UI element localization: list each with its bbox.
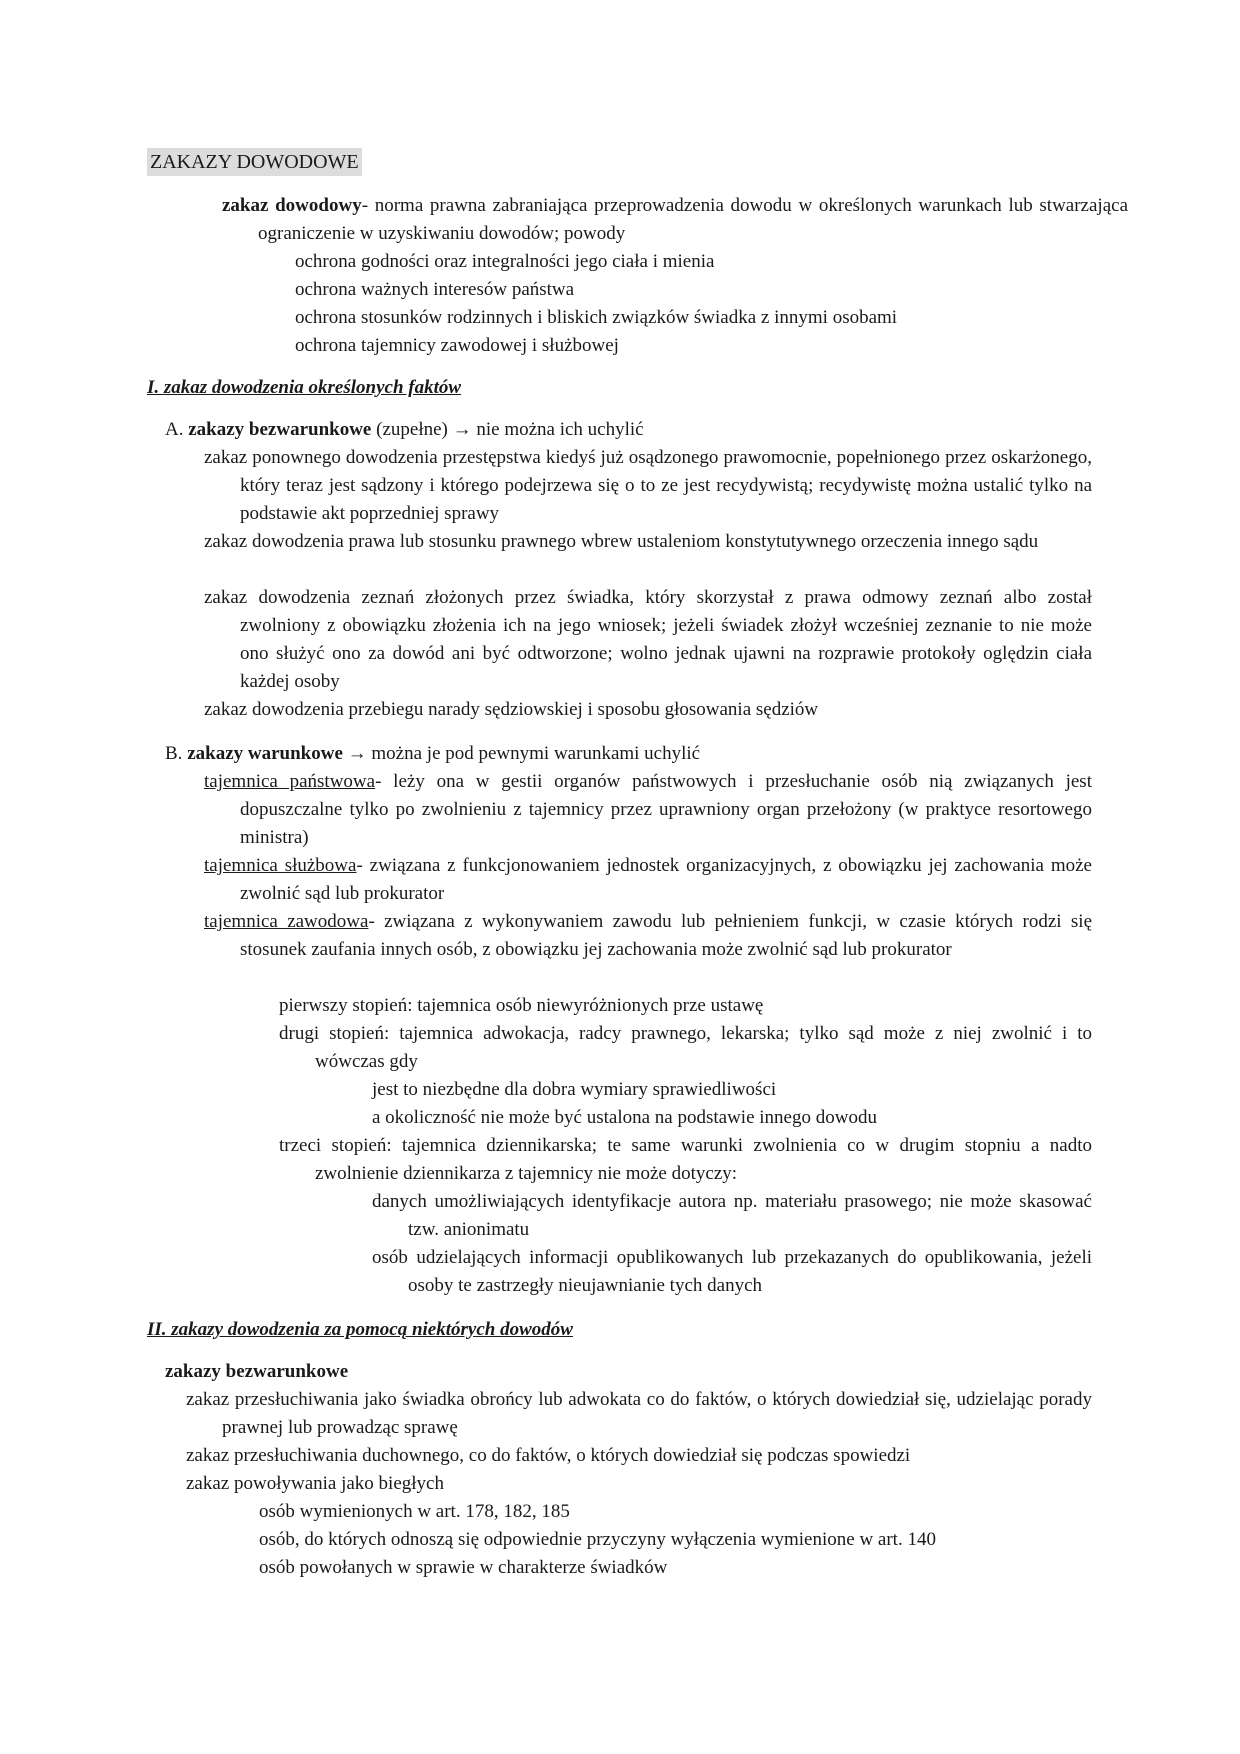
section-1-b-rest: → można je pod pewnymi warunkami uchylić [342, 743, 701, 764]
intro-definition [222, 192, 1128, 248]
section-1-a-item: zakaz dowodzenia przebiegu narady sędziowskiej i sposobu głosowania sędziów [204, 699, 819, 720]
section-1-a-item: zakaz dowodzenia zeznań złożonych przez świadka, który skorzystał z prawa odmowy zeznań albo został zwolniony z obowiązku złożenia ich na jego wniosek; jeżeli świadek złożył wcześniej zeznanie to nie może ono służyć ono za dowód ani być odtworzone; wolno jednak ujawni na rozprawie protokoły oględzin ciała każdej osoby [204, 587, 1092, 692]
secret-term: tajemnica zawodowa [204, 911, 369, 932]
section-1-b-item [204, 908, 1092, 964]
expert-exclusion: osób wymienionych w art. 178, 182, 185 [259, 1501, 570, 1522]
secret-term: tajemnica służbowa [204, 855, 357, 876]
page-title: ZAKAZY DOWODOWE [147, 148, 362, 176]
section-1-a-heading [165, 416, 1092, 444]
secret-term: tajemnica państwowa [204, 771, 376, 792]
list-marker: A. [165, 419, 189, 440]
intro-reason: ochrona tajemnicy zawodowej i służbowej [295, 335, 619, 356]
secret-text: - związana z wykonywaniem zawodu lub pełnieniem funkcji, w czasie których rodzi się stosunek zaufania innych osób, z obowiązku jej zachowania może zwolnić sąd lub prokurator [240, 911, 1092, 960]
secret-level-2-condition: a okoliczność nie może być ustalona na podstawie innego dowodu [372, 1107, 877, 1128]
section-1-heading: I. zakaz dowodzenia określonych faktów [147, 377, 462, 398]
secret-text: - leży ona w gestii organów państwowych i przesłuchanie osób nią związanych jest dopuszczalne tylko po zwolnieniu z tajemnicy przez uprawniony organ przełożony (w praktyce resortowego ministra) [240, 771, 1092, 848]
secret-level-2-condition: jest to niezbędne dla dobra wymiary sprawiedliwości [372, 1079, 777, 1100]
section-1-b-item [204, 768, 1092, 852]
section-1-a-item: zakaz ponownego dowodzenia przestępstwa kiedyś już osądzonego prawomocnie, popełnionego przez oskarżonego, który teraz jest sądzony i którego podejrzewa się o to ze jest recydywistą; recydywistę można ustalić tylko na podstawie akt poprzedniej sprawy [204, 447, 1092, 524]
section-1-a-rest: (zupełne) → nie można ich uchylić [371, 419, 644, 440]
section-1-b-item [204, 852, 1092, 908]
section-2-subheading: zakazy bezwarunkowe [165, 1361, 349, 1382]
secret-level-3-condition: danych umożliwiających identyfikacje autora np. materiału prasowego; nie może skasować tzw. anionimatu [372, 1191, 1092, 1240]
intro-term: zakaz dowodowy [222, 195, 362, 216]
section-2-item: zakaz powoływania jako biegłych [186, 1473, 444, 1494]
section-2-item: zakaz przesłuchiwania jako świadka obrońcy lub adwokata co do faktów, o których dowiedział się, udzielając porady prawnej lub prowadząc sprawę [186, 1389, 1092, 1438]
secret-level-3-condition: osób udzielających informacji opublikowanych lub przekazanych do opublikowania, jeżeli osoby te zastrzegły nieujawnianie tych danych [372, 1247, 1092, 1296]
section-1-a-label: zakazy bezwarunkowe [188, 419, 372, 440]
section-1-b-heading [165, 740, 1092, 768]
intro-reason: ochrona stosunków rodzinnych i bliskich związków świadka z innymi osobami [295, 307, 898, 328]
secret-text: - związana z funkcjonowaniem jednostek organizacyjnych, z obowiązku jej zachowania może zwolnić sąd lub prokurator [240, 855, 1092, 904]
expert-exclusion: osób powołanych w sprawie w charakterze świadków [259, 1557, 668, 1578]
section-1-a-item: zakaz dowodzenia prawa lub stosunku prawnego wbrew ustaleniom konstytutywnego orzeczenia innego sądu [204, 531, 1039, 552]
expert-exclusion: osób, do których odnoszą się odpowiednie przyczyny wyłączenia wymienione w art. 140 [259, 1529, 936, 1550]
section-2-heading: II. zakazy dowodzenia za pomocą niektórych dowodów [147, 1319, 573, 1340]
secret-level-1: pierwszy stopień: tajemnica osób niewyróżnionych prze ustawę [279, 995, 764, 1016]
intro-reason: ochrona ważnych interesów państwa [295, 279, 575, 300]
section-2-item: zakaz przesłuchiwania duchownego, co do faktów, o których dowiedział się podczas spowiedzi [186, 1445, 911, 1466]
intro-reason: ochrona godności oraz integralności jego ciała i mienia [295, 251, 715, 272]
secret-level-3: trzeci stopień: tajemnica dziennikarska; te same warunki zwolnienia co w drugim stopniu a nadto zwolnienie dziennikarza z tajemnicy nie może dotyczy: [279, 1135, 1092, 1184]
intro-definition-text: - norma prawna zabraniająca przeprowadzenia dowodu w określonych warunkach lub stwarzająca ograniczenie w uzyskiwaniu dowodów; powody [258, 195, 1129, 244]
secret-level-2: drugi stopień: tajemnica adwokacja, radcy prawnego, lekarska; tylko sąd może z niej zwolnić i to wówczas gdy [279, 1023, 1092, 1072]
section-1-b-label: zakazy warunkowe [187, 743, 343, 764]
list-marker: B. [165, 743, 188, 764]
